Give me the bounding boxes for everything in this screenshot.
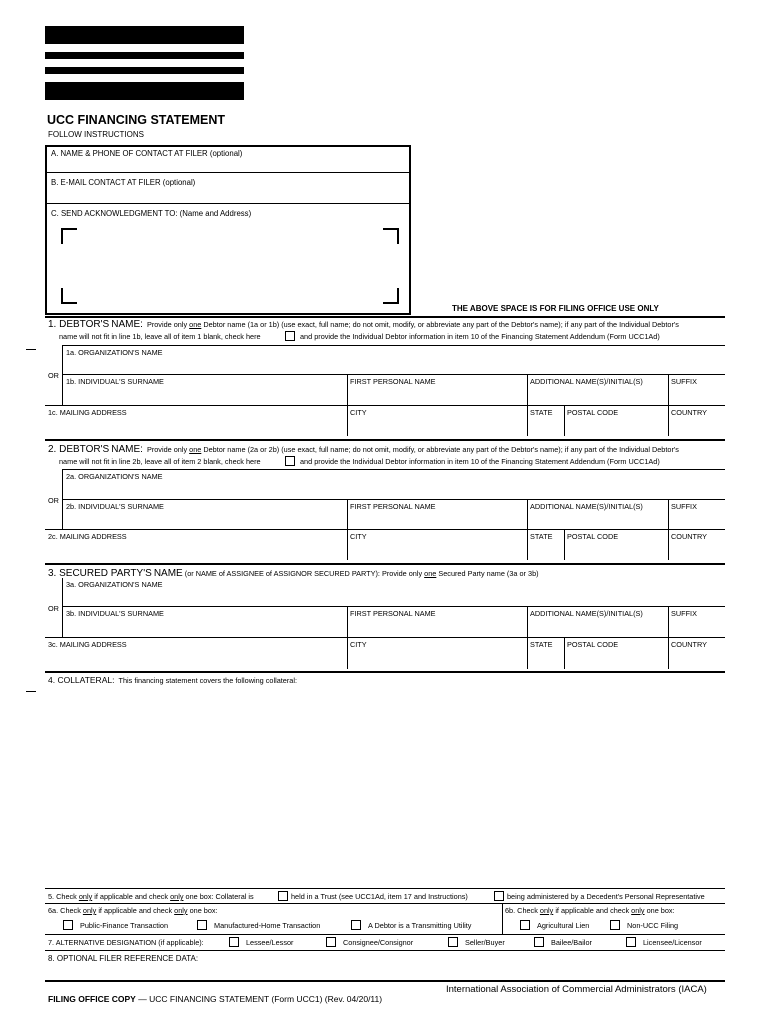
secured-postal-code-field[interactable]: POSTAL CODE <box>567 640 619 649</box>
filer-reference-field[interactable] <box>46 965 724 979</box>
debtor1-heading: 1. DEBTOR'S NAME: Provide only one Debtor name (1a or 1b) (use exact, full name; do not omit, modify, or abbreviate any part of the Debtor's name); if any part of the Individual Debtor's <box>48 319 679 330</box>
trust-checkbox[interactable] <box>278 891 288 901</box>
header-bar-4 <box>45 82 244 100</box>
secured-city-field[interactable]: CITY <box>350 640 367 649</box>
secured-additional-names-field[interactable]: ADDITIONAL NAME(S)/INITIAL(S) <box>530 609 643 618</box>
debtor2-addendum-checkbox[interactable] <box>285 456 295 466</box>
item5-label: 5. Check only if applicable and check only one box: Collateral is <box>48 892 254 901</box>
filer-reference-label: 8. OPTIONAL FILER REFERENCE DATA: <box>48 954 199 963</box>
secured-org-name-field[interactable]: 3a. ORGANIZATION'S NAME <box>66 580 163 589</box>
seller-buyer-checkbox[interactable] <box>448 937 458 947</box>
contact-name-field[interactable] <box>47 160 409 171</box>
non-ucc-filing-label: Non-UCC Filing <box>627 921 679 930</box>
contact-name-label: A. NAME & PHONE OF CONTACT AT FILER (optional) <box>51 149 243 158</box>
bracket-top-right <box>383 228 399 244</box>
footer-form-title: FILING OFFICE COPY — UCC FINANCING STATEMENT (Form UCC1) (Rev. 04/20/11) <box>48 994 383 1004</box>
debtor1-mailing-address-field[interactable]: 1c. MAILING ADDRESS <box>48 408 127 417</box>
decedent-checkbox[interactable] <box>494 891 504 901</box>
debtor1-postal-code-field[interactable]: POSTAL CODE <box>567 408 619 417</box>
debtor2-or: OR <box>48 496 59 505</box>
agricultural-lien-checkbox[interactable] <box>520 920 530 930</box>
debtor1-additional-names-field[interactable]: ADDITIONAL NAME(S)/INITIAL(S) <box>530 377 643 386</box>
decedent-label: being administered by a Decedent's Personal Representative <box>507 892 705 901</box>
transmitting-utility-checkbox[interactable] <box>351 920 361 930</box>
debtor2-city-field[interactable]: CITY <box>350 532 367 541</box>
consignee-consignor-label: Consignee/Consignor <box>343 938 414 947</box>
collateral-field[interactable] <box>46 688 724 886</box>
licensee-licensor-checkbox[interactable] <box>626 937 636 947</box>
header-bar-3 <box>45 67 244 74</box>
manufactured-home-label: Manufactured-Home Transaction <box>214 921 321 930</box>
debtor1-or: OR <box>48 371 59 380</box>
seller-buyer-label: Seller/Buyer <box>465 938 505 947</box>
send-ack-field[interactable] <box>62 228 398 302</box>
filing-office-note: THE ABOVE SPACE IS FOR FILING OFFICE USE ONLY <box>452 304 659 313</box>
consignee-consignor-checkbox[interactable] <box>326 937 336 947</box>
debtor2-postal-code-field[interactable]: POSTAL CODE <box>567 532 619 541</box>
collateral-heading: 4. COLLATERAL: This financing statement covers the following collateral: <box>48 675 297 685</box>
bracket-bottom-right <box>383 288 399 304</box>
secured-first-name-field[interactable]: FIRST PERSONAL NAME <box>350 609 436 618</box>
secured-mailing-address-field[interactable]: 3c. MAILING ADDRESS <box>48 640 127 649</box>
form-title: UCC FINANCING STATEMENT <box>47 113 225 127</box>
debtor2-surname-field[interactable]: 2b. INDIVIDUAL'S SURNAME <box>66 502 164 511</box>
email-contact-field[interactable] <box>47 189 409 202</box>
debtor2-org-name-field[interactable]: 2a. ORGANIZATION'S NAME <box>66 472 163 481</box>
margin-mark-1 <box>26 349 36 350</box>
bracket-bottom-left <box>61 288 77 304</box>
lessee-lessor-label: Lessee/Lessor <box>246 938 294 947</box>
margin-mark-2 <box>26 691 36 692</box>
debtor1-city-field[interactable]: CITY <box>350 408 367 417</box>
footer-iaca: International Association of Commercial Administrators (IACA) <box>446 984 707 995</box>
debtor2-instruction-line2b: and provide the Individual Debtor information in item 10 of the Financing Statement Addendum (Form UCC1Ad) <box>300 457 660 466</box>
agricultural-lien-label: Agricultural Lien <box>537 921 590 930</box>
public-finance-label: Public-Finance Transaction <box>80 921 169 930</box>
debtor1-addendum-checkbox[interactable] <box>285 331 295 341</box>
bailee-bailor-checkbox[interactable] <box>534 937 544 947</box>
debtor1-instruction-line2b: and provide the Individual Debtor information in item 10 of the Financing Statement Addendum (Form UCC1Ad) <box>300 332 660 341</box>
debtor1-instruction-line2: name will not fit in line 1b, leave all of item 1 blank, check here <box>59 332 261 341</box>
send-ack-label: C. SEND ACKNOWLEDGMENT TO: (Name and Address) <box>51 209 252 218</box>
secured-surname-field[interactable]: 3b. INDIVIDUAL'S SURNAME <box>66 609 164 618</box>
debtor1-first-name-field[interactable]: FIRST PERSONAL NAME <box>350 377 436 386</box>
email-contact-label: B. E-MAIL CONTACT AT FILER (optional) <box>51 178 196 187</box>
follow-instructions: FOLLOW INSTRUCTIONS <box>48 130 145 139</box>
item6b-label: 6b. Check only if applicable and check only one box: <box>505 906 675 915</box>
manufactured-home-checkbox[interactable] <box>197 920 207 930</box>
trust-label: held in a Trust (see UCC1Ad, item 17 and Instructions) <box>291 892 468 901</box>
debtor1-surname-field[interactable]: 1b. INDIVIDUAL'S SURNAME <box>66 377 164 386</box>
secured-or: OR <box>48 604 59 613</box>
secured-suffix-field[interactable]: SUFFIX <box>671 609 697 618</box>
header-bar-1 <box>45 26 244 44</box>
debtor1-country-field[interactable]: COUNTRY <box>671 408 707 417</box>
non-ucc-filing-checkbox[interactable] <box>610 920 620 930</box>
debtor1-org-name-field[interactable]: 1a. ORGANIZATION'S NAME <box>66 348 163 357</box>
lessee-lessor-checkbox[interactable] <box>229 937 239 947</box>
item6a-label: 6a. Check only if applicable and check only one box: <box>48 906 218 915</box>
bailee-bailor-label: Bailee/Bailor <box>551 938 592 947</box>
header-bar-2 <box>45 52 244 59</box>
debtor1-state-field[interactable]: STATE <box>530 408 553 417</box>
secured-party-heading: 3. SECURED PARTY'S NAME (or NAME of ASSIGNEE of ASSIGNOR SECURED PARTY): Provide only one Secured Party name (3a or 3b) <box>48 568 539 579</box>
public-finance-checkbox[interactable] <box>63 920 73 930</box>
debtor2-country-field[interactable]: COUNTRY <box>671 532 707 541</box>
debtor2-state-field[interactable]: STATE <box>530 532 553 541</box>
debtor2-additional-names-field[interactable]: ADDITIONAL NAME(S)/INITIAL(S) <box>530 502 643 511</box>
bracket-top-left <box>61 228 77 244</box>
secured-country-field[interactable]: COUNTRY <box>671 640 707 649</box>
debtor2-heading: 2. DEBTOR'S NAME: Provide only one Debtor name (2a or 2b) (use exact, full name; do not omit, modify, or abbreviate any part of the Debtor's name); if any part of the Individual Debtor's <box>48 444 679 455</box>
debtor2-first-name-field[interactable]: FIRST PERSONAL NAME <box>350 502 436 511</box>
licensee-licensor-label: Licensee/Licensor <box>643 938 702 947</box>
debtor2-instruction-line2: name will not fit in line 2b, leave all of item 2 blank, check here <box>59 457 261 466</box>
transmitting-utility-label: A Debtor is a Transmitting Utility <box>368 921 472 930</box>
alternative-designation-label: 7. ALTERNATIVE DESIGNATION (if applicable): <box>48 938 204 947</box>
debtor2-mailing-address-field[interactable]: 2c. MAILING ADDRESS <box>48 532 127 541</box>
secured-state-field[interactable]: STATE <box>530 640 553 649</box>
debtor2-suffix-field[interactable]: SUFFIX <box>671 502 697 511</box>
debtor1-suffix-field[interactable]: SUFFIX <box>671 377 697 386</box>
